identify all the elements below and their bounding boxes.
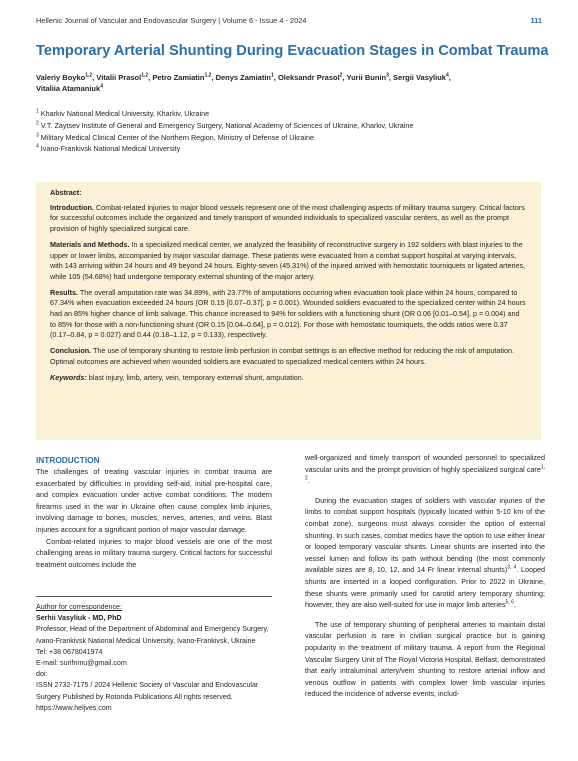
correspondence-name: Serhii Vasyliuk - MD, PhD [36, 614, 122, 623]
abstract-conclusion: Conclusion. The use of temporary shunting to restore limb perfusion in combat settings is an effective method for reducing the risk of amputation. Optimal outcomes are achieved when wounded soldiers are evacuated to specialized medical centers within 24 hours. [50, 346, 514, 366]
body-paragraph: well-organized and timely transport of wounded personnel to specialized vascular units and the prompt provision of highly specialized surgical care$^{1, 2}$. [305, 453, 545, 486]
abstract-heading: Abstract: [50, 188, 82, 197]
abstract-methods: Materials and Methods. In a specialized medical center, we analyzed the feasibility of reconstructive surgery in 192 soldiers with blast injuries to the upper or lower limbs, accompanied by major vascular damage. These patients were evacuated from a combat support hospital at varying intervals, with 143 arriving within 24 hours and 49 beyond 24 hours. Eighty-seven (45.31%) of the injured arrived with hemostatic tourniquets or ligated arteries, while 105 (54.68%) had undergone temporary external shunting of the major artery. [50, 239, 526, 281]
affiliations [36, 108, 548, 155]
correspondence-box [36, 596, 272, 714]
correspondence-email[interactable]: E-mail: surifnmu@gmail.com [36, 659, 127, 668]
author: Denys Zamiatin$^1$ [215, 72, 274, 82]
affiliation: $^3$ Military Medical Clinical Center of the Northern Region, Ministry of Defense of Ukraine [36, 132, 315, 142]
author: Vitaliia Atamaniuk$^4$ [36, 83, 103, 93]
abstract-results: Results. The overall amputation rate was 34.89%, with 23.77% of amputations occurring when evacuation took place within 24 hours, compared to 67.34% when evacuation exceeded 24 hours (OR 0.15 [0.07–0.37], p = 0.001). Wounded soldiers evacuated to the specialized center within 24 hours had an 85% higher chance of limb salvage. This chance increased to 94% for soldiers with a functioning shunt (OR 0.06 [0.01–0.54], p = 0.004) and to 85% for those with a non-functioning shunt (OR 0.15 [0.04–0.64], p = 0.012). For those with hemostatic tourniquets, the odds ratios were 0.37 (0.17–0.84, p = 0.027) and 0.44 (0.18–1.12, p = 0.133), respectively. [50, 287, 526, 340]
author-list: Valeriy Boyko$^{1,2}$, Vitalii Prasol$^{1,2}$, Petro Zamiatin$^{1,2}$, Denys Zamiatin$^1$, Oleksandr Prasol$^2$, Yurii Bunin$^3$, Sergii Vasyliuk$^4$, Vitaliia Atamaniuk$^4$ [36, 72, 451, 93]
introduction-heading: INTRODUCTION [36, 455, 100, 465]
body-paragraph: Combat-related injuries to major blood vessels are one of the most challenging areas in military trauma surgery. Critical factors for successful treatment outcomes include the [36, 536, 272, 569]
correspondence-copyright: ISSN 2732-7175 / 2024 Hellenic Society of Vascular and Endovascular Surgery Published by Rotonda Publications All rights reserved. https://www.heljves.com [36, 681, 259, 712]
affiliation: $^1$ Kharkiv National Medical University, Kharkiv, Ukraine [36, 108, 210, 118]
author: Valeriy Boyko$^{1,2}$ [36, 72, 93, 82]
page-number: 111 [530, 16, 542, 25]
correspondence-phone: Tel: +38 0678041974 [36, 647, 103, 656]
author: Petro Zamiatin$^{1,2}$ [152, 72, 212, 82]
abstract-box [36, 182, 541, 440]
author: Vitalii Prasol$^{1,2}$ [96, 72, 149, 82]
journal-info: Hellenic Journal of Vascular and Endovascular Surgery | Volume 6 - Issue 4 - 2024 [36, 16, 307, 25]
author: Sergii Vasyliuk$^4$ [393, 72, 449, 82]
author: Oleksandr Prasol$^2$ [277, 72, 343, 82]
correspondence-affiliation: Professor, Head of the Department of Abdominal and Emergency Surgery, Ivano-Frankivsk National Medical University, Ivano-Frankivsk, Ukraine [36, 625, 269, 645]
right-column [305, 452, 545, 700]
abstract-introduction: Introduction. Combat-related injuries to major blood vessels represent one of the most challenging aspects of military trauma surgery. Critical factors for successful outcomes include the organized and timely transport of wounded individuals to specialized vascular centers, as well as the prompt provision of highly specialized surgical care. [50, 202, 525, 234]
left-column [36, 466, 272, 570]
body-paragraph: The challenges of treating vascular injuries in combat trauma are exacerbated by difficulties in providing self-aid, initial pre-hospital care, and complex evacuation under active combat conditions. The modern firearms used in the war in Ukraine often cause complex limb injuries, involving damage to bones, muscles, nerves, arteries, and veins. Blast injuries account for a significant portion of major vascular damage. [36, 467, 272, 534]
author: Yurii Bunin$^3$ [346, 72, 389, 82]
correspondence-doi: doi: [36, 670, 48, 679]
correspondence-heading: Author for correspondence: [36, 603, 122, 611]
article-title: Temporary Arterial Shunting During Evacuation Stages in Combat Trauma [36, 43, 549, 59]
running-header [36, 16, 542, 28]
body-paragraph: The use of temporary shunting of peripheral arteries to maintain distal vascular perfusion is rare in civilian surgical practice but is gaining popularity in the treatment of military trauma. A report from the Regional Vascular Surgery Unit of The Royal Victoria Hospital, Belfast, demonstrated that early intraluminal artery/vein shunting to restore arterial inflow and venous outflow in patients with complex lower limb vascular injuries reduced the incidence of adverse events, includ- [305, 619, 545, 699]
affiliation: $^4$ Ivano-Frankivsk National Medical University [36, 144, 181, 154]
affiliation: $^2$ V.T. Zaytsev Institute of General and Emergency Surgery, National Academy of Sciences of Ukraine, Kharkiv, Ukraine [36, 120, 414, 130]
abstract-keywords: Keywords: blast injury, limb, artery, vein, temporary external shunt, amputation. [50, 372, 304, 382]
body-paragraph: During the evacuation stages of soldiers with vascular injuries of the limbs to combat support hospitals (typically located within 5-10 km of the combat zone), surgeons must always consider the option of external shunting. In such cases, combat medics have the option to use either linear or looped temporary vascular shunts. Linear shunts are inserted into the vessel lumen and follow its path without bending (the most commonly available sizes are 8, 10, 12, and 14 Fr linear internal shunts)$^{3, 4}$. Looped shunts are inserted in a looped configuration. Prior to 2022 in Ukraine, these shunts were primarily used for carotid artery temporary shunting; however, they are also well-suited for use in major limb arteries$^{5, 6}$. [305, 495, 546, 610]
